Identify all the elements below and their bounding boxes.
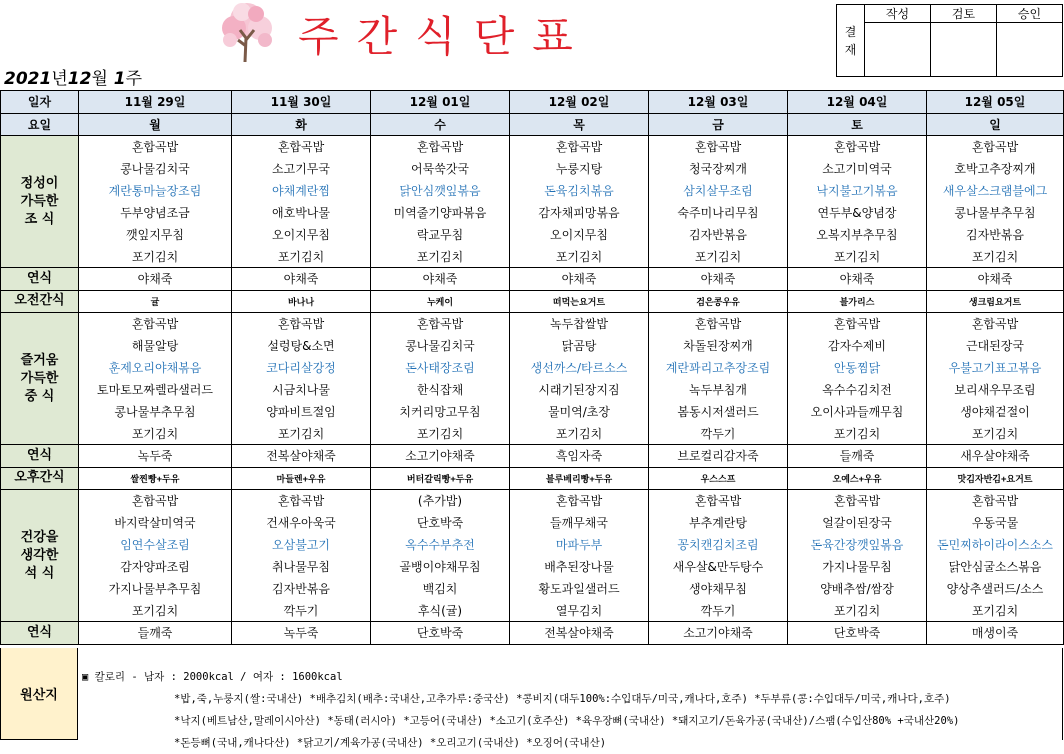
lunch-item: 한식잡채 xyxy=(371,379,510,401)
dinner-item: 혼합곡밥 xyxy=(232,490,371,512)
lunch-item: 시래기된장지짐 xyxy=(510,379,649,401)
dinner-item: 꽁치캔김치조림 xyxy=(649,534,788,556)
afternoon_snack-item: 블루베리빵+두유 xyxy=(510,467,649,490)
dinner-item: 골뱅이야채무침 xyxy=(371,556,510,578)
lunch-row xyxy=(1,379,1064,401)
dinner-item: 마파두부 xyxy=(510,534,649,556)
lunch-row xyxy=(1,401,1064,423)
dinner-item: 양배추쌈/쌈장 xyxy=(788,578,927,600)
origin-line-1: *밥,죽,누룽지(쌀:국내산) *배추김치(배추:국내산,고추가루:중국산) *콩비지(대두100%:수입대두/미국,캐나다,호주) *두부류(콩:수입대두/미국,캐나다,호주) xyxy=(174,693,951,705)
morning_snack-item: 누케이 xyxy=(371,290,510,313)
breakfast-item: 오이지무침 xyxy=(510,224,649,246)
late_night_1-item: 야채죽 xyxy=(79,268,232,291)
lunch-item: 물미역/초장 xyxy=(510,401,649,423)
dinner-item: 취나물무침 xyxy=(232,556,371,578)
lunch-item: 근대된장국 xyxy=(927,335,1064,357)
breakfast-item: 혼합곡밥 xyxy=(371,136,510,158)
lunch-item: 돈사태장조림 xyxy=(371,357,510,379)
dinner-row xyxy=(1,490,1064,512)
breakfast-item: 콩나물부추무침 xyxy=(927,202,1064,224)
date-cell: 11월 29일 xyxy=(79,91,232,114)
dinner-item: (추가밥) xyxy=(371,490,510,512)
dinner-item: 혼합곡밥 xyxy=(788,490,927,512)
date-cell: 11월 30일 xyxy=(232,91,371,114)
breakfast-item: 어묵쑥갓국 xyxy=(371,158,510,180)
afternoon_snack-label: 오후간식 xyxy=(1,467,79,490)
day-cell: 월 xyxy=(79,113,232,136)
dinner-item: 닭안심굴소스볶음 xyxy=(927,556,1064,578)
late_night_2-item: 녹두죽 xyxy=(79,445,232,468)
lunch-item: 토마토모짜렐라샐러드 xyxy=(79,379,232,401)
breakfast-label-line: 정성이 xyxy=(20,175,59,191)
breakfast-item: 포기김치 xyxy=(371,246,510,268)
late_night_1-row xyxy=(1,268,1064,291)
dinner-item: 혼합곡밥 xyxy=(510,490,649,512)
lunch-item: 포기김치 xyxy=(510,423,649,445)
lunch-label-line: 가득한 xyxy=(20,370,59,386)
lunch-item: 녹두찹쌀밥 xyxy=(510,313,649,335)
breakfast-item: 돈육김치볶음 xyxy=(510,180,649,202)
late_night_1-item: 야채죽 xyxy=(927,268,1064,291)
breakfast-item: 계란통마늘장조림 xyxy=(79,180,232,202)
day-cell: 목 xyxy=(510,113,649,136)
late_night_3-row xyxy=(1,622,1064,645)
dinner-item: 가지나물무침 xyxy=(788,556,927,578)
lunch-label-line: 중 식 xyxy=(24,388,55,404)
dinner-item: 우동국물 xyxy=(927,512,1064,534)
breakfast-item: 콩나물김치국 xyxy=(79,158,232,180)
dinner-row xyxy=(1,578,1064,600)
morning_snack-item: 블가리스 xyxy=(788,290,927,313)
dinner-item: 돈민찌하이라이스소스 xyxy=(927,534,1064,556)
breakfast-item: 혼합곡밥 xyxy=(788,136,927,158)
afternoon_snack-item: 오예스+우유 xyxy=(788,467,927,490)
approval-sign-author[interactable] xyxy=(865,23,931,77)
morning_snack-item: 검은콩우유 xyxy=(649,290,788,313)
breakfast-item: 포기김치 xyxy=(79,246,232,268)
date-cell: 12월 01일 xyxy=(371,91,510,114)
breakfast-item: 새우살스크램블에그 xyxy=(927,180,1064,202)
origin-text xyxy=(78,648,1063,749)
lunch-item: 차돌된장찌개 xyxy=(649,335,788,357)
dinner-label xyxy=(1,490,79,622)
day-cell: 금 xyxy=(649,113,788,136)
dinner-item: 포기김치 xyxy=(79,600,232,622)
origin-section xyxy=(0,648,1063,749)
calorie-line: ▣ 칼로리 - 남자 : 2000kcal / 여자 : 1600kcal xyxy=(82,671,343,683)
lunch-item: 깍두기 xyxy=(649,423,788,445)
week-label: 2021년12월 1주 xyxy=(4,69,143,89)
dinner-item: 돈육간장깻잎볶음 xyxy=(788,534,927,556)
lunch-item: 양파비트절임 xyxy=(232,401,371,423)
lunch-item: 코다리살강정 xyxy=(232,357,371,379)
late_night_2-item: 브로컬리감자죽 xyxy=(649,445,788,468)
breakfast-item: 감자채피망볶음 xyxy=(510,202,649,224)
late_night_3-item: 단호박죽 xyxy=(371,622,510,645)
lunch-item: 감자수제비 xyxy=(788,335,927,357)
lunch-item: 치커리망고무침 xyxy=(371,401,510,423)
dinner-item: 단호박죽 xyxy=(371,512,510,534)
approval-sign-review[interactable] xyxy=(931,23,997,77)
breakfast-item: 닭안심깻잎볶음 xyxy=(371,180,510,202)
dinner-item: 황도과일샐러드 xyxy=(510,578,649,600)
cherry-blossom-tree-icon xyxy=(212,0,282,62)
lunch-label xyxy=(1,313,79,445)
late_night_2-item: 소고기야채죽 xyxy=(371,445,510,468)
dinner-item: 후식(귤) xyxy=(371,600,510,622)
lunch-item: 계란꽈리고추장조림 xyxy=(649,357,788,379)
afternoon_snack-item: 맛김자반김+요거트 xyxy=(927,467,1064,490)
late_night_3-label: 연식 xyxy=(1,622,79,645)
dinner-item: 바지락살미역국 xyxy=(79,512,232,534)
breakfast-item: 포기김치 xyxy=(649,246,788,268)
late_night_1-item: 야채죽 xyxy=(510,268,649,291)
breakfast-item: 깻잎지무침 xyxy=(79,224,232,246)
breakfast-label-line: 가득한 xyxy=(20,193,59,209)
breakfast-item: 오복지부추무침 xyxy=(788,224,927,246)
date-row xyxy=(1,91,1064,114)
breakfast-label-line: 조 식 xyxy=(24,211,55,227)
lunch-item: 오이사과들깨무침 xyxy=(788,401,927,423)
late_night_3-item: 소고기야채죽 xyxy=(649,622,788,645)
morning_snack-item: 바나나 xyxy=(232,290,371,313)
breakfast-item: 김자반볶음 xyxy=(927,224,1064,246)
dinner-item: 백김치 xyxy=(371,578,510,600)
late_night_3-item: 단호박죽 xyxy=(788,622,927,645)
dinner-item: 포기김치 xyxy=(927,600,1064,622)
breakfast-row xyxy=(1,136,1064,158)
approval-sign-approve[interactable] xyxy=(997,23,1063,77)
dinner-item: 배추된장나물 xyxy=(510,556,649,578)
date-cell: 12월 03일 xyxy=(649,91,788,114)
morning_snack-item: 떠먹는요거트 xyxy=(510,290,649,313)
breakfast-item: 혼합곡밥 xyxy=(79,136,232,158)
menu-table xyxy=(0,90,1064,645)
approval-col-approve: 승인 xyxy=(997,5,1063,23)
dinner-item: 옥수수부추전 xyxy=(371,534,510,556)
lunch-item: 혼합곡밥 xyxy=(649,313,788,335)
dinner-item: 혼합곡밥 xyxy=(649,490,788,512)
lunch-item: 설렁탕&소면 xyxy=(232,335,371,357)
title-area xyxy=(0,0,1063,90)
day-row xyxy=(1,113,1064,136)
dinner-item: 임연수살조림 xyxy=(79,534,232,556)
late_night_2-item: 흑임자죽 xyxy=(510,445,649,468)
breakfast-item: 누룽지탕 xyxy=(510,158,649,180)
dinner-label-line: 석 식 xyxy=(24,565,55,581)
morning_snack-label: 오전간식 xyxy=(1,290,79,313)
lunch-row xyxy=(1,423,1064,445)
breakfast-item: 애호박나물 xyxy=(232,202,371,224)
late_night_1-item: 야채죽 xyxy=(232,268,371,291)
approval-col-review: 검토 xyxy=(931,5,997,23)
breakfast-item: 오이지무침 xyxy=(232,224,371,246)
lunch-row xyxy=(1,335,1064,357)
dinner-item: 얼갈이된장국 xyxy=(788,512,927,534)
dinner-item: 생야채무침 xyxy=(649,578,788,600)
lunch-item: 혼합곡밥 xyxy=(927,313,1064,335)
late_night_2-label: 연식 xyxy=(1,445,79,468)
breakfast-item: 김자반볶음 xyxy=(649,224,788,246)
breakfast-item: 혼합곡밥 xyxy=(927,136,1064,158)
dinner-label-line: 건강을 xyxy=(20,529,59,545)
afternoon_snack-item: 우스스프 xyxy=(649,467,788,490)
lunch-item: 포기김치 xyxy=(232,423,371,445)
lunch-label-line: 즐거움 xyxy=(20,352,59,368)
date-header: 일자 xyxy=(1,91,79,114)
breakfast-item: 미역줄기양파볶음 xyxy=(371,202,510,224)
breakfast-item: 포기김치 xyxy=(927,246,1064,268)
breakfast-item: 소고기무국 xyxy=(232,158,371,180)
breakfast-item: 야채계란찜 xyxy=(232,180,371,202)
breakfast-item: 혼합곡밥 xyxy=(649,136,788,158)
morning_snack-row xyxy=(1,290,1064,313)
breakfast-row xyxy=(1,224,1064,246)
breakfast-row xyxy=(1,246,1064,268)
lunch-item: 옥수수김치전 xyxy=(788,379,927,401)
date-cell: 12월 02일 xyxy=(510,91,649,114)
day-cell: 토 xyxy=(788,113,927,136)
lunch-item: 닭곰탕 xyxy=(510,335,649,357)
late_night_1-item: 야채죽 xyxy=(788,268,927,291)
approval-col-author: 작성 xyxy=(865,5,931,23)
day-cell: 수 xyxy=(371,113,510,136)
dinner-row xyxy=(1,534,1064,556)
lunch-item: 혼합곡밥 xyxy=(371,313,510,335)
late_night_2-item: 새우살야채죽 xyxy=(927,445,1064,468)
breakfast-label xyxy=(1,136,79,268)
dinner-item: 양상추샐러드/소스 xyxy=(927,578,1064,600)
late_night_3-item: 들깨죽 xyxy=(79,622,232,645)
breakfast-item: 숙주미나리무침 xyxy=(649,202,788,224)
lunch-item: 훈제오리야채볶음 xyxy=(79,357,232,379)
breakfast-item: 포기김치 xyxy=(788,246,927,268)
lunch-item: 혼합곡밥 xyxy=(79,313,232,335)
lunch-item: 해물알탕 xyxy=(79,335,232,357)
breakfast-item: 두부양념조금 xyxy=(79,202,232,224)
breakfast-item: 연두부&양념장 xyxy=(788,202,927,224)
breakfast-item: 포기김치 xyxy=(510,246,649,268)
dinner-item: 감자양파조림 xyxy=(79,556,232,578)
breakfast-item: 포기김치 xyxy=(232,246,371,268)
approval-box xyxy=(836,4,1063,77)
dinner-item: 건새우아욱국 xyxy=(232,512,371,534)
dinner-row xyxy=(1,600,1064,622)
afternoon_snack-item: 마들렌+우유 xyxy=(232,467,371,490)
dinner-item: 깍두기 xyxy=(649,600,788,622)
late_night_2-row xyxy=(1,445,1064,468)
origin-line-3: *돈등뼈(국내,캐나다산) *닭고기/계육가공(국내산) *오리고기(국내산) *오징어(국내산) xyxy=(174,737,607,749)
day-cell: 화 xyxy=(232,113,371,136)
breakfast-item: 혼합곡밥 xyxy=(232,136,371,158)
lunch-item: 포기김치 xyxy=(79,423,232,445)
dinner-item: 부추계란탕 xyxy=(649,512,788,534)
lunch-row xyxy=(1,313,1064,335)
lunch-item: 혼합곡밥 xyxy=(788,313,927,335)
late_night_3-item: 전복살야채죽 xyxy=(510,622,649,645)
origin-line-2: *낙지(베트남산,말레이시아산) *동태(러시아) *고등어(국내산) *소고기(호주산) *육우장뼈(국내산) *돼지고기/돈육가공(국내산)/스팸(수입산80% +국내산20%) xyxy=(174,715,960,727)
breakfast-item: 청국장찌개 xyxy=(649,158,788,180)
lunch-item: 녹두부침개 xyxy=(649,379,788,401)
lunch-item: 보리새우무조림 xyxy=(927,379,1064,401)
lunch-item: 안동찜닭 xyxy=(788,357,927,379)
date-cell: 12월 05일 xyxy=(927,91,1064,114)
lunch-item: 포기김치 xyxy=(788,423,927,445)
approval-side-label: 결 재 xyxy=(837,5,865,77)
breakfast-item: 삼치살무조림 xyxy=(649,180,788,202)
lunch-item: 콩나물부추무침 xyxy=(79,401,232,423)
lunch-item: 포기김치 xyxy=(927,423,1064,445)
lunch-item: 우불고기표고볶음 xyxy=(927,357,1064,379)
lunch-row xyxy=(1,357,1064,379)
breakfast-row xyxy=(1,158,1064,180)
breakfast-item: 락교무침 xyxy=(371,224,510,246)
day-cell: 일 xyxy=(927,113,1064,136)
afternoon_snack-row xyxy=(1,467,1064,490)
late_night_1-label: 연식 xyxy=(1,268,79,291)
dinner-item: 오삼불고기 xyxy=(232,534,371,556)
lunch-item: 시금치나물 xyxy=(232,379,371,401)
dinner-row xyxy=(1,556,1064,578)
dinner-item: 포기김치 xyxy=(788,600,927,622)
late_night_2-item: 들깨죽 xyxy=(788,445,927,468)
late_night_3-item: 매생이죽 xyxy=(927,622,1064,645)
dinner-label-line: 생각한 xyxy=(20,547,59,563)
breakfast-item: 낙지불고기볶음 xyxy=(788,180,927,202)
lunch-item: 포기김치 xyxy=(371,423,510,445)
lunch-item: 생선까스/타르소스 xyxy=(510,357,649,379)
morning_snack-item: 귤 xyxy=(79,290,232,313)
late_night_1-item: 야채죽 xyxy=(371,268,510,291)
dinner-item: 깍두기 xyxy=(232,600,371,622)
lunch-item: 혼합곡밥 xyxy=(232,313,371,335)
dinner-item: 새우살&만두탕수 xyxy=(649,556,788,578)
dinner-item: 김자반볶음 xyxy=(232,578,371,600)
lunch-item: 생야채겉절이 xyxy=(927,401,1064,423)
morning_snack-item: 생크림요거트 xyxy=(927,290,1064,313)
breakfast-row xyxy=(1,180,1064,202)
lunch-item: 콩나물김치국 xyxy=(371,335,510,357)
origin-label: 원산지 xyxy=(0,648,78,740)
dinner-item: 혼합곡밥 xyxy=(79,490,232,512)
dinner-item: 열무김치 xyxy=(510,600,649,622)
breakfast-item: 혼합곡밥 xyxy=(510,136,649,158)
dinner-row xyxy=(1,512,1064,534)
late_night_3-item: 녹두죽 xyxy=(232,622,371,645)
breakfast-row xyxy=(1,202,1064,224)
breakfast-item: 호박고추장찌개 xyxy=(927,158,1064,180)
afternoon_snack-item: 버터갈릭빵+두유 xyxy=(371,467,510,490)
lunch-item: 봄동시저샐러드 xyxy=(649,401,788,423)
page-title: 주간식단표 xyxy=(298,12,591,61)
dinner-item: 혼합곡밥 xyxy=(927,490,1064,512)
day-header: 요일 xyxy=(1,113,79,136)
late_night_2-item: 전복살야채죽 xyxy=(232,445,371,468)
afternoon_snack-item: 쌀찐빵+두유 xyxy=(79,467,232,490)
late_night_1-item: 야채죽 xyxy=(649,268,788,291)
dinner-item: 들깨무채국 xyxy=(510,512,649,534)
breakfast-item: 소고기미역국 xyxy=(788,158,927,180)
dinner-item: 가지나물부추무침 xyxy=(79,578,232,600)
date-cell: 12월 04일 xyxy=(788,91,927,114)
